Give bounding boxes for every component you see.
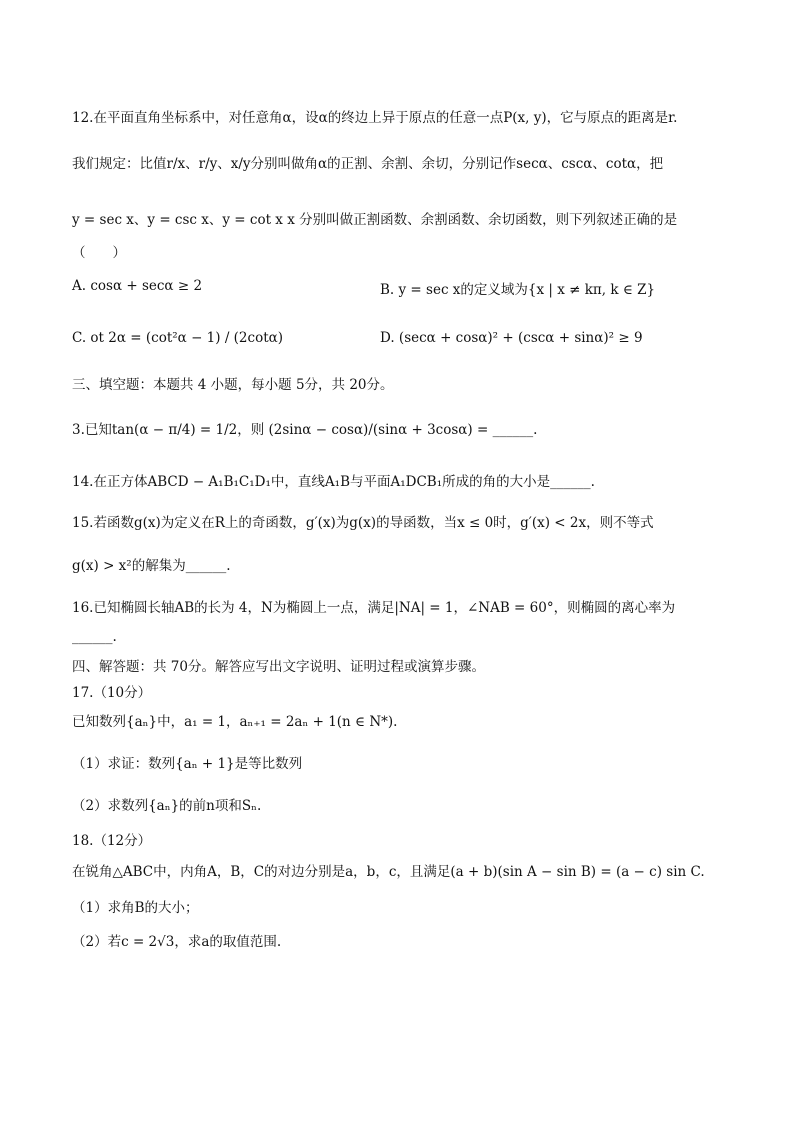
- q17-stem: 已知数列{aₙ}中，a₁ = 1，aₙ₊₁ = 2aₙ + 1(n ∈ N*).: [72, 714, 398, 730]
- q14-text: 14.在正方体ABCD − A₁B₁C₁D₁中，直线A₁B与平面A₁DCB₁所成的角的大小是______.: [72, 474, 595, 490]
- q18-part-1: （1）求角B的大小；: [72, 900, 199, 916]
- q12-line2: 我们规定：比值r/x、r/y、x/y分别叫做角α的正割、余割、余切，分别记作secα、cscα、cotα，把: [72, 156, 664, 172]
- q17-part-1: （1）求证：数列{aₙ + 1}是等比数列: [72, 756, 303, 772]
- q18-header: 18.（12分）: [72, 833, 152, 849]
- q12-option-c: C. ot 2α = (cot²α − 1) / (2cotα): [72, 330, 284, 346]
- q15-line1: 15.若函数g(x)为定义在R上的奇函数，g′(x)为g(x)的导函数，当x ≤ 0时，g′(x) < 2x，则不等式: [72, 515, 654, 531]
- q16-line1: 16.已知椭圆长轴AB的长为 4，N为椭圆上一点，满足|NA| = 1，∠NAB = 60°，则椭圆的离心率为: [72, 600, 676, 616]
- q12-option-b: B. y = sec x的定义域为{x | x ≠ kπ, k ∈ Z}: [380, 282, 656, 298]
- q17-header: 17.（10分）: [72, 685, 152, 701]
- q12-answer-paren: （ ）: [72, 245, 126, 261]
- q12-line1: 12.在平面直角坐标系中，对任意角α，设α的终边上异于原点的任意一点P(x, y)，它与原点的距离是r.: [72, 110, 678, 126]
- q18-part-2: （2）若c = 2√3，求a的取值范围.: [72, 934, 282, 950]
- section-3-heading: 三、填空题：本题共 4 小题，每小题 5分，共 20分。: [72, 377, 394, 393]
- q15-line2: g(x) > x²的解集为______.: [72, 558, 231, 574]
- q13-text: 3.已知tan(α − π/4) = 1/2，则 (2sinα − cosα)/(sinα + 3cosα) = ______.: [72, 422, 538, 438]
- q16-line2: ______.: [72, 629, 117, 645]
- q18-stem: 在锐角△ABC中，内角A，B，C的对边分别是a，b，c，且满足(a + b)(sin A − sin B) = (a − c) sin C.: [72, 864, 705, 880]
- q12-line3: y = sec x、y = csc x、y = cot x x 分别叫做正割函数、余割函数、余切函数，则下列叙述正确的是: [72, 212, 678, 228]
- q17-part-2: （2）求数列{aₙ}的前n项和Sₙ.: [72, 798, 262, 814]
- q12-option-d: D. (secα + cosα)² + (cscα + sinα)² ≥ 9: [380, 330, 643, 346]
- q12-option-a: A. cosα + secα ≥ 2: [72, 278, 203, 294]
- section-4-heading: 四、解答题：共 70分。解答应写出文字说明、证明过程或演算步骤。: [72, 659, 485, 675]
